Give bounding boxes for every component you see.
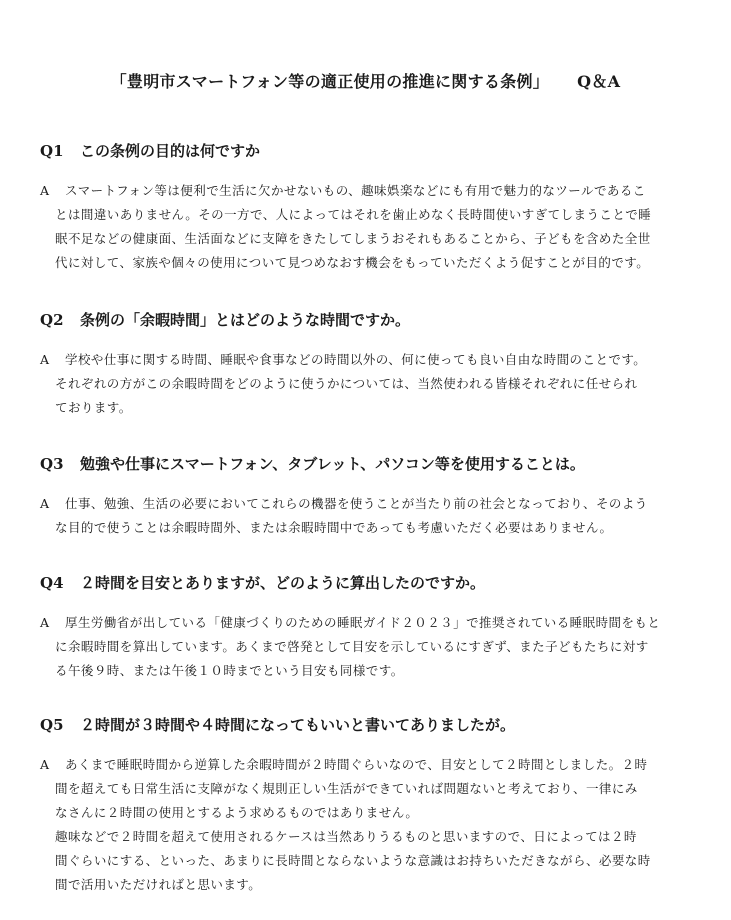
- qa-item-3: [40, 452, 700, 540]
- answer-line: る午後９時、または午後１０時までという目安も同様です。: [55, 663, 404, 678]
- answer-line: 趣味などで２時間を超えて使用されるケースは当然ありうるものと思いますので、日によっては２時: [55, 829, 637, 844]
- question-heading: [40, 308, 700, 332]
- question-number: Q3: [40, 455, 64, 473]
- qa-item-5: [40, 713, 700, 897]
- answer-body: [40, 179, 700, 275]
- answer-line: とは間違いありません。その一方で、人によってはそれを歯止めなく長時間使いすぎてしまうことで睡: [55, 207, 652, 222]
- question-number: Q2: [40, 311, 64, 329]
- title-main: 「豊明市スマートフォン等の適正使用の推進に関する条例」: [110, 72, 550, 91]
- answer-mark: A: [40, 496, 50, 511]
- answer-line: 仕事、勉強、生活の必要においてこれらの機器を使うことが当たり前の社会となっており、そのよう: [65, 496, 648, 511]
- question-heading: [40, 571, 700, 595]
- question-text: 条例の「余暇時間」とはどのような時間ですか。: [80, 311, 411, 329]
- answer-line: 間で活用いただければと思います。: [55, 877, 262, 892]
- qa-item-1: [40, 139, 700, 275]
- answer-line: 厚生労働省が出している「健康づくりのための睡眠ガイド２０２３」で推奨されている睡眠時間をもと: [65, 615, 661, 630]
- answer-body: [40, 492, 700, 540]
- question-heading: [40, 713, 700, 737]
- answer-mark: A: [40, 615, 50, 630]
- question-heading: [40, 452, 700, 476]
- question-number: Q4: [40, 574, 64, 592]
- answer-line: 代に対して、家族や個々の使用について見つめなおす機会をもっていただくよう促すことが目的です。: [55, 255, 650, 270]
- answer-line: あくまで睡眠時間から逆算した余暇時間が２時間ぐらいなので、目安として２時間としました。２時: [65, 757, 648, 772]
- answer-line: な目的で使うことは余暇時間外、または余暇時間中であっても考慮いただく必要はありません。: [55, 520, 613, 535]
- answer-mark: A: [40, 183, 50, 198]
- title-qa-suffix: Q＆A: [577, 72, 621, 91]
- answer-body: [40, 348, 700, 420]
- question-number: Q1: [40, 142, 64, 160]
- answer-line: それぞれの方がこの余暇時間をどのように使うかについては、当然使われる皆様それぞれに任せられ: [55, 376, 638, 391]
- question-text: ２時間を目安とありますが、どのように算出したのですか。: [80, 574, 486, 592]
- answer-mark: A: [40, 757, 50, 772]
- answer-line: 間を超えても日常生活に支障がなく規則正しい生活ができていれば問題ないと考えており、一律にみ: [55, 781, 638, 796]
- answer-body: [40, 753, 700, 897]
- qa-item-4: [40, 571, 700, 683]
- answer-line: ております。: [55, 400, 132, 415]
- question-text: この条例の目的は何ですか: [80, 142, 261, 160]
- question-text: ２時間が３時間や４時間になってもいいと書いてありましたが。: [80, 716, 516, 734]
- answer-mark: A: [40, 352, 50, 367]
- document-title: [0, 69, 731, 92]
- question-number: Q5: [40, 716, 64, 734]
- question-text: 勉強や仕事にスマートフォン、タブレット、パソコン等を使用することは。: [80, 455, 585, 473]
- question-heading: [40, 139, 700, 163]
- answer-body: [40, 611, 700, 683]
- answer-line: スマートフォン等は便利で生活に欠かせないもの、趣味娯楽などにも有用で魅力的なツールであるこ: [65, 183, 646, 198]
- answer-line: 学校や仕事に関する時間、睡眠や食事などの時間以外の、何に使っても良い自由な時間のことです。: [65, 352, 647, 367]
- answer-line: に余暇時間を算出しています。あくまで啓発として目安を示しているにすぎず、また子どもたちに対す: [55, 639, 649, 654]
- qa-item-2: [40, 308, 700, 420]
- answer-line: 間ぐらいにする、といった、あまりに長時間とならないような意識はお持ちいただきながら、必要な時: [55, 853, 651, 868]
- answer-line: 眠不足などの健康面、生活面などに支障をきたしてしまうおそれもあることから、子どもを含めた全世: [55, 231, 651, 246]
- answer-line: なさんに２時間の使用とするよう求めるものではありません。: [55, 805, 419, 820]
